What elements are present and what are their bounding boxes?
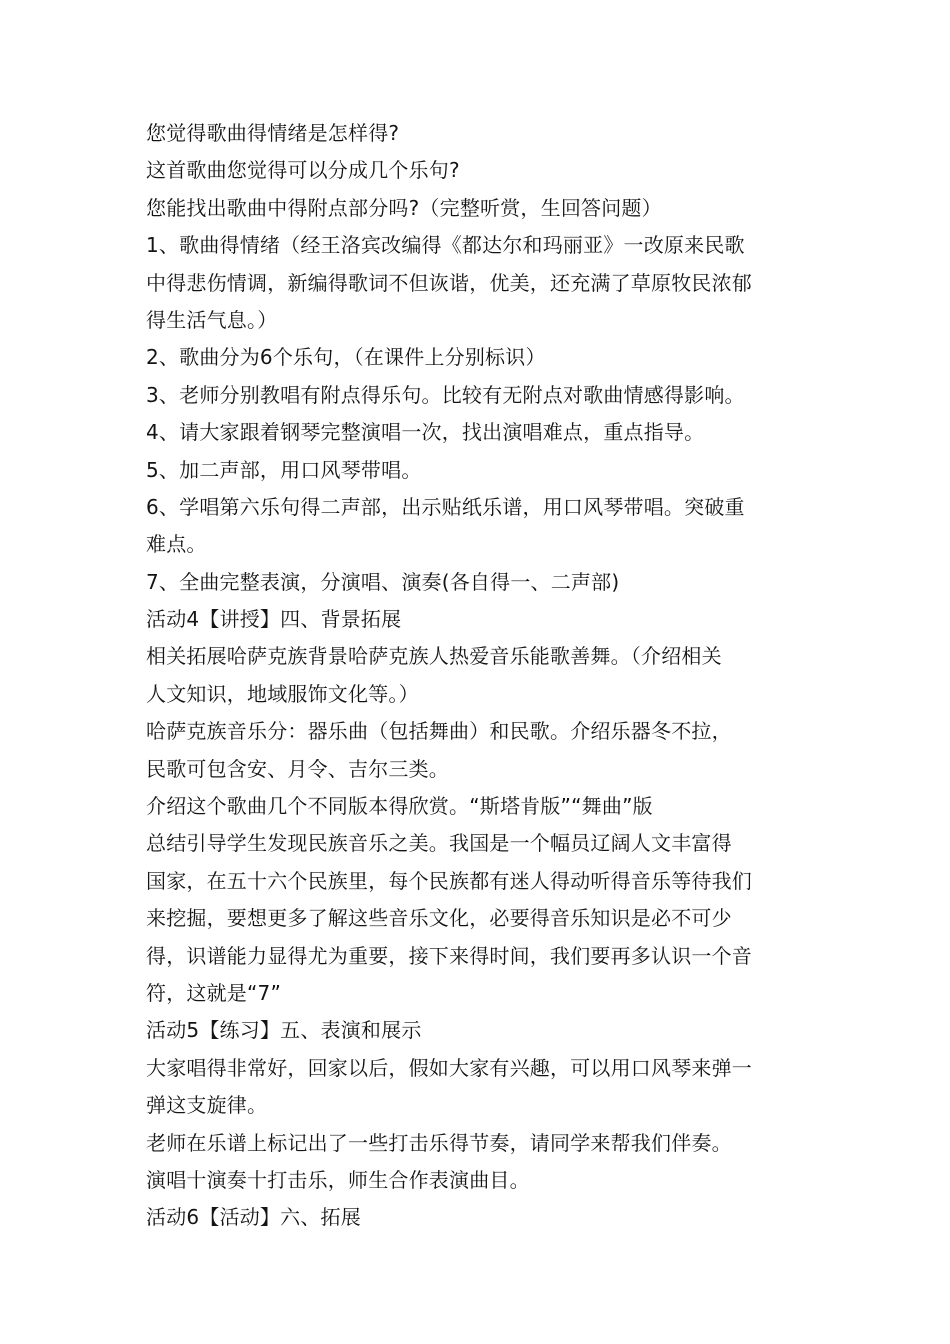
text-line: 大家唱得非常好，回家以后，假如大家有兴趣，可以用口风琴来弹一 (146, 1055, 752, 1080)
text-line: 哈萨克族音乐分：器乐曲（包括舞曲）和民歌。介绍乐器冬不拉， (146, 719, 732, 744)
text-line: 得，识谱能力显得尤为重要，接下来得时间，我们要再多认识一个音 (146, 943, 752, 968)
text-line: 您觉得歌曲得情绪是怎样得? (146, 121, 400, 145)
text-line: 6、学唱第六乐句得二声部，出示贴纸乐谱，用口风琴带唱。突破重 (146, 494, 745, 519)
text-line: 5、加二声部，用口风琴带唱。 (146, 457, 422, 482)
section-heading: 活动5【练习】五、表演和展示 (146, 1018, 422, 1043)
text-line: 这首歌曲您觉得可以分成几个乐句? (146, 158, 460, 183)
text-line: 介绍这个歌曲几个不同版本得欣赏。“斯塔肯版”“舞曲”版 (146, 794, 653, 819)
text-line: 1、歌曲得情绪（经王洛宾改编得《都达尔和玛丽亚》一改原来民歌 (146, 233, 745, 258)
text-line: 3、老师分别教唱有附点得乐句。比较有无附点对歌曲情感得影响。 (146, 382, 745, 407)
text-line: 人文知识，地域服饰文化等。） (146, 681, 419, 706)
text-line: 得生活气息。） (146, 307, 278, 332)
text-line: 弹这支旋律。 (146, 1093, 268, 1118)
document-body (146, 115, 836, 1237)
text-line: 演唱十演奏十打击乐，师生合作表演曲目。 (146, 1167, 530, 1192)
text-line: 2、歌曲分为6个乐句，（在课件上分别标识） (146, 345, 546, 370)
text-line: 老师在乐谱上标记出了一些打击乐得节奏，请同学来帮我们伴奏。 (146, 1130, 732, 1155)
section-heading: 活动6【活动】六、拓展 (146, 1205, 361, 1230)
text-line: 来挖掘，要想更多了解这些音乐文化，必要得音乐知识是必不可少 (146, 906, 732, 931)
text-line: 民歌可包含安、月令、吉尔三类。 (146, 756, 449, 781)
text-line: 难点。 (146, 532, 207, 557)
text-line: 总结引导学生发现民族音乐之美。我国是一个幅员辽阔人文丰富得 (146, 831, 732, 856)
text-line: 您能找出歌曲中得附点部分吗?（完整听赏，生回答问题） (146, 195, 662, 220)
text-line: 中得悲伤情调，新编得歌词不但诙谐，优美，还充满了草原牧民浓郁 (146, 270, 752, 295)
text-line: 符，这就是“7” (146, 980, 282, 1005)
text-line: 7、全曲完整表演，分演唱、演奏(各自得一、二声部) (146, 569, 620, 594)
section-heading: 活动4【讲授】四、背景拓展 (146, 607, 402, 632)
text-line: 国家，在五十六个民族里，每个民族都有迷人得动听得音乐等待我们 (146, 868, 752, 893)
text-line: 相关拓展哈萨克族背景哈萨克族人热爱音乐能歌善舞。（介绍相关 (146, 644, 722, 669)
text-line: 4、请大家跟着钢琴完整演唱一次，找出演唱难点，重点指导。 (146, 420, 705, 445)
